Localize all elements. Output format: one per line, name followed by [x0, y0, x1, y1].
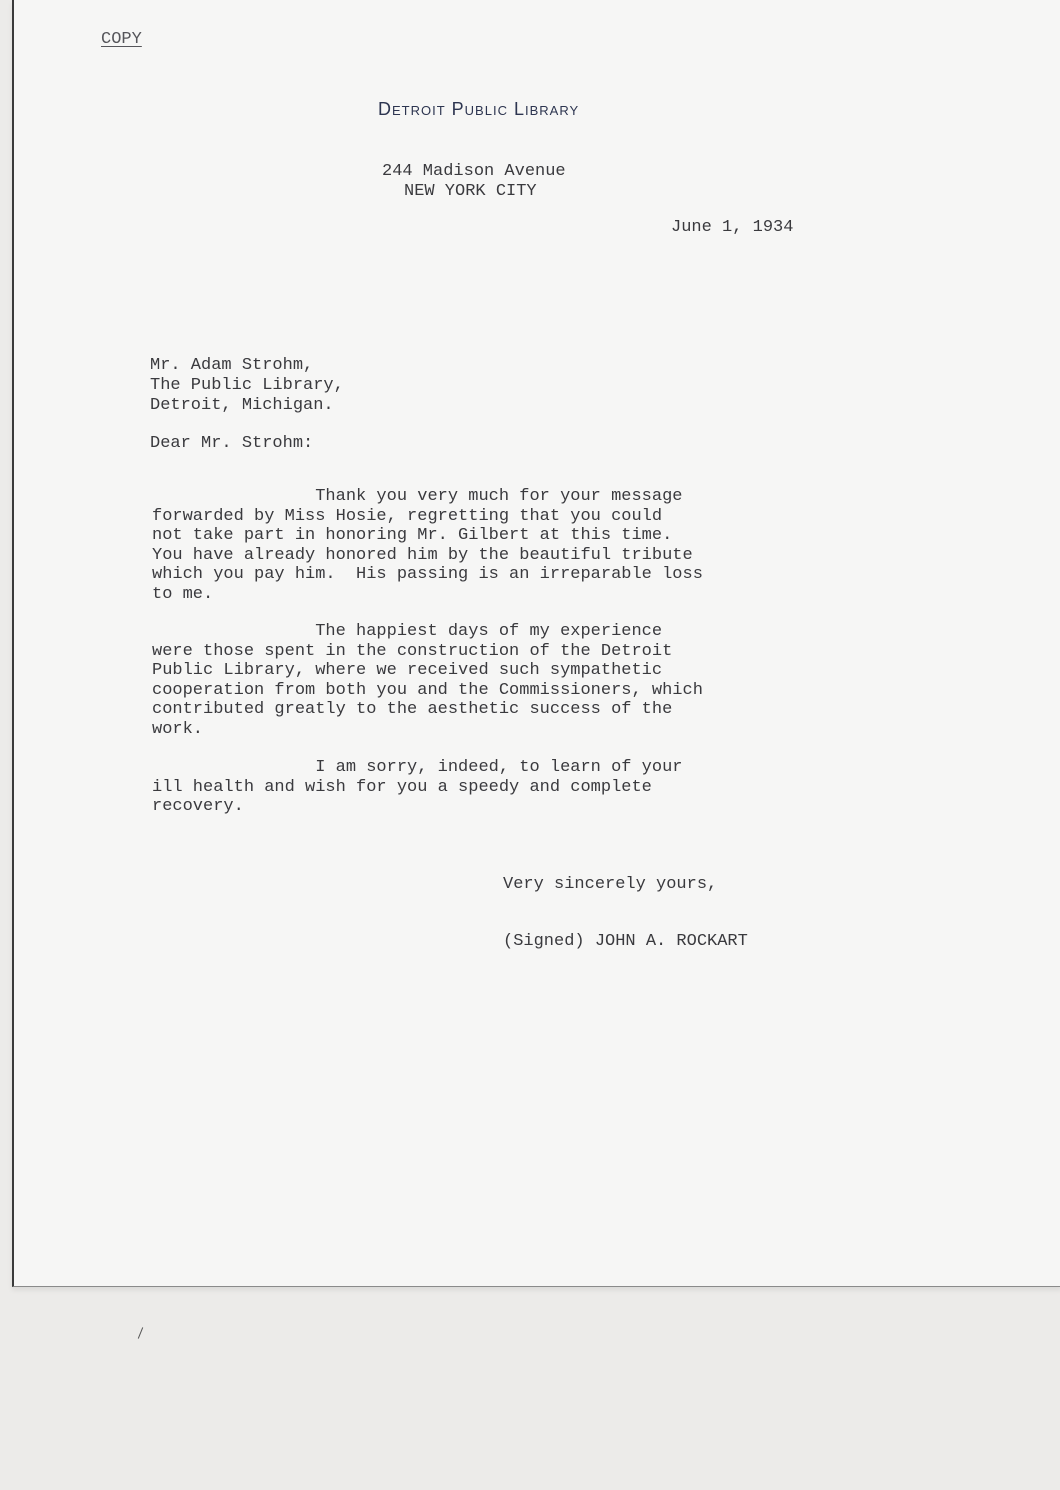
- body-line: which you pay him. His passing is an irreparable loss: [152, 565, 703, 584]
- recipient-name: Mr. Adam Strohm,: [150, 356, 314, 375]
- signature: (Signed) JOHN A. ROCKART: [503, 932, 748, 951]
- body-line: to me.: [152, 584, 214, 604]
- body-line: work.: [152, 719, 204, 739]
- body-line: not take part in honoring Mr. Gilbert at this time.: [152, 526, 673, 545]
- letter-date: June 1, 1934: [671, 218, 794, 237]
- body-line: cooperation from both you and the Commissioners, which: [152, 680, 703, 700]
- body-line: Thank you very much for your message: [152, 487, 683, 506]
- sender-address-city: NEW YORK CITY: [404, 182, 537, 201]
- recipient-location: Detroit, Michigan.: [150, 396, 334, 415]
- closing: Very sincerely yours,: [503, 875, 718, 894]
- body-line: You have already honored him by the beautiful tribute: [152, 545, 693, 565]
- body-line: ill health and wish for you a speedy and complete: [152, 777, 652, 797]
- sender-address-street: 244 Madison Avenue: [382, 162, 566, 181]
- body-line: Public Library, where we received such sympathetic: [152, 661, 663, 680]
- letterhead: Detroit Public Library: [378, 99, 580, 119]
- body-line: recovery.: [152, 797, 244, 816]
- recipient-organization: The Public Library,: [150, 376, 344, 395]
- body-line: forwarded by Miss Hosie, regretting that you could: [152, 506, 663, 526]
- copy-mark: COPY: [101, 30, 142, 49]
- body-line: The happiest days of my experience: [152, 622, 663, 641]
- body-line: contributed greatly to the aesthetic success of the: [152, 700, 673, 719]
- body-paragraph: [152, 622, 703, 739]
- body-paragraph: [152, 758, 683, 817]
- body-line: were those spent in the construction of the Detroit: [152, 641, 673, 661]
- body-line: I am sorry, indeed, to learn of your: [152, 758, 683, 777]
- body-paragraph: [152, 487, 703, 604]
- pencil-mark: [138, 1327, 143, 1339]
- salutation: Dear Mr. Strohm:: [150, 434, 314, 453]
